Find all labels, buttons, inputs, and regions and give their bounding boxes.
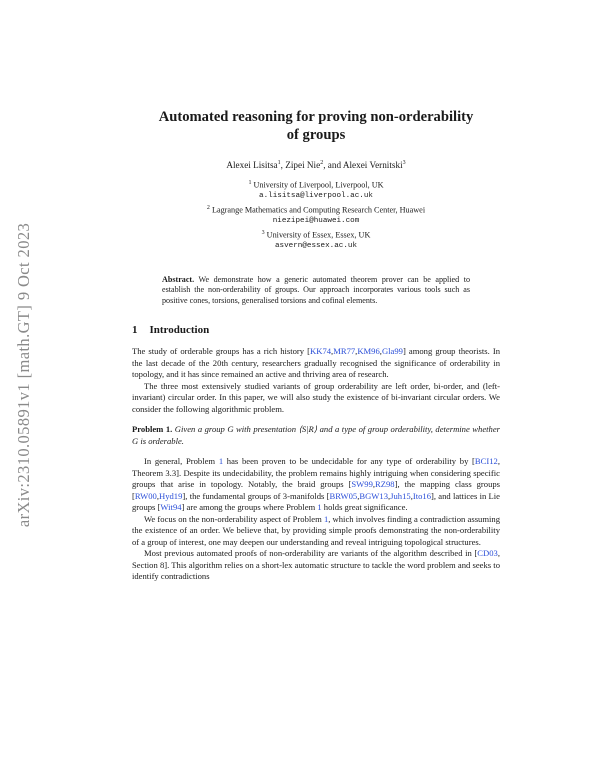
p5-text-1: Most previous automated proofs of non-orderability are variants of the algorithm described in [ <box>144 548 478 559</box>
p1-sep-2: , <box>355 346 358 357</box>
section-title: Introduction <box>149 324 210 337</box>
title-line-1: Automated reasoning for proving non-orderability <box>158 109 474 125</box>
citation-cd03[interactable]: CD03 <box>477 548 498 559</box>
affiliation-1-name: University of Liverpool, Liverpool, UK <box>253 180 384 190</box>
citation-bci12[interactable]: BCI12 <box>474 456 498 467</box>
paragraph-1 <box>132 346 500 381</box>
author-list <box>132 160 500 170</box>
affiliation-1 <box>132 178 500 191</box>
citation-mr77[interactable]: MR77 <box>333 346 356 357</box>
p3-text-8: holds great significance. <box>321 502 408 513</box>
problem-label: Problem 1. <box>132 424 173 435</box>
affiliation-3-sup: 3 <box>261 229 265 236</box>
affiliations <box>132 178 500 253</box>
p3-sep-3: , <box>357 490 360 501</box>
citation-wit94[interactable]: Wit94 <box>160 502 182 513</box>
citation-sw99[interactable]: SW99 <box>351 479 373 490</box>
p5-text-2: , Section 8]. This algorithm relies on a short-lex automatic structure to tackle the word problem and seeks to identify contradictions <box>132 548 500 582</box>
email-3[interactable]: asvern@essex.ac.uk <box>274 242 358 251</box>
p3-sep-5: , <box>410 490 413 501</box>
author-2: Zipei Nie <box>285 160 321 171</box>
p1-sep-3: , <box>379 346 382 357</box>
p3-text-7: ] are among the groups where Problem <box>181 502 318 513</box>
citation-rz98[interactable]: RZ98 <box>375 479 395 490</box>
citation-km96[interactable]: KM96 <box>357 346 380 357</box>
p3-text-6: ], and lattices in Lie groups [ <box>132 490 500 513</box>
citation-rw00[interactable]: RW00 <box>134 490 157 501</box>
citation-juh15[interactable]: Juh15 <box>390 490 411 501</box>
p3-sep-1: , <box>372 479 376 490</box>
paragraph-5 <box>132 548 500 583</box>
section-heading <box>132 324 500 336</box>
p3-text-2: has been proven to be undecidable for any type of orderability by [ <box>223 456 475 467</box>
email-2[interactable]: niezipei@huawei.com <box>272 217 360 226</box>
p3-text-5: ], the fundamental groups of 3-manifolds [ <box>182 490 330 501</box>
email-1[interactable]: a.lisitsa@liverpool.ac.uk <box>259 192 373 201</box>
affiliation-1-sup: 1 <box>248 180 252 187</box>
paper-title <box>132 108 500 144</box>
affiliation-2-name: Lagrange Mathematics and Computing Research Center, Huawei <box>211 205 426 215</box>
p3-sep-4: , <box>388 490 391 501</box>
arxiv-identifier: arXiv:2310.05891v1 [math.GT] 9 Oct 2023 <box>14 222 33 528</box>
citation-brw05[interactable]: BRW05 <box>329 490 358 501</box>
abstract-text: We demonstrate how a generic automated theorem prover can be applied to establish the non-orderability of groups. Our approach incorporates various tools such as positive cones, torsions, generalised torsions and cofinal elements. <box>162 274 470 305</box>
author-1: Alexei Lisitsa <box>226 160 278 171</box>
paragraph-4 <box>132 514 500 549</box>
citation-ito16[interactable]: Ito16 <box>412 490 431 501</box>
abstract <box>162 275 470 306</box>
p3-sep-2: , <box>156 490 159 501</box>
paper-page <box>132 108 500 583</box>
author-1-sup: 1 <box>277 160 281 166</box>
paragraph-3 <box>132 456 500 514</box>
citation-bgw13[interactable]: BGW13 <box>359 490 388 501</box>
ref-problem-1[interactable]: 1 <box>218 456 224 467</box>
p3-text-4: ], the mapping class groups [ <box>132 479 501 501</box>
ref-problem-1c[interactable]: 1 <box>323 513 329 524</box>
paragraph-2: The three most extensively studied variants of group orderability are left order, bi-order, and (left-invariant) circular order. In this paper, we will also study the existence of bi-invariant circular orders. We consider the following algorithmic problem. <box>132 380 500 414</box>
p3-text-3: , Theorem 3.3]. Despite its undecidability, the problem remains highly intriguing when considering specific groups that arise in topology. Notably, the braid groups [ <box>132 456 500 490</box>
citation-gla99[interactable]: Gla99 <box>381 346 403 357</box>
problem-text: Given a group G with presentation ⟨S|R⟩ and a type of group orderability, determine whether G is orderable. <box>132 424 500 446</box>
title-line-2: of groups <box>286 127 346 143</box>
section-number: 1 <box>132 324 138 337</box>
citation-kk74[interactable]: KK74 <box>310 346 332 357</box>
author-2-sup: 2 <box>320 160 324 166</box>
ref-problem-1b[interactable]: 1 <box>317 502 322 513</box>
affiliation-3 <box>132 228 500 241</box>
abstract-label: Abstract. <box>162 274 195 284</box>
arxiv-side-stamp <box>10 170 38 580</box>
author-sep-1: , <box>280 160 286 171</box>
p4-text-1: We focus on the non-orderability aspect of Problem <box>144 513 324 524</box>
author-sep-2: , and <box>323 160 343 171</box>
author-3-sup: 3 <box>402 160 406 166</box>
affiliation-3-name: University of Essex, Essex, UK <box>266 230 371 240</box>
author-3: Alexei Vernitski <box>342 160 403 171</box>
p1-sep-1: , <box>331 346 334 357</box>
p4-text-2: , which involves finding a contradiction assuming the existence of an order. We believe that, by providing simple proofs demonstrating the non-orderability of a group of interest, one may deepen our understanding and reveal intriguing topological structures. <box>132 513 500 547</box>
problem-statement <box>132 424 500 447</box>
p3-text-1: In general, Problem <box>144 456 219 467</box>
citation-hyd19[interactable]: Hyd19 <box>159 490 183 501</box>
p1-text-1: The study of orderable groups has a rich history [ <box>132 346 311 357</box>
affiliation-2 <box>132 203 500 216</box>
affiliation-2-sup: 2 <box>206 204 210 211</box>
p1-text-2: ] among group theorists. In the last decade of the 20th century, researchers gradually recognised the significance of orderability in topology, and it has since remained an active and thriving area of research. <box>132 346 500 380</box>
